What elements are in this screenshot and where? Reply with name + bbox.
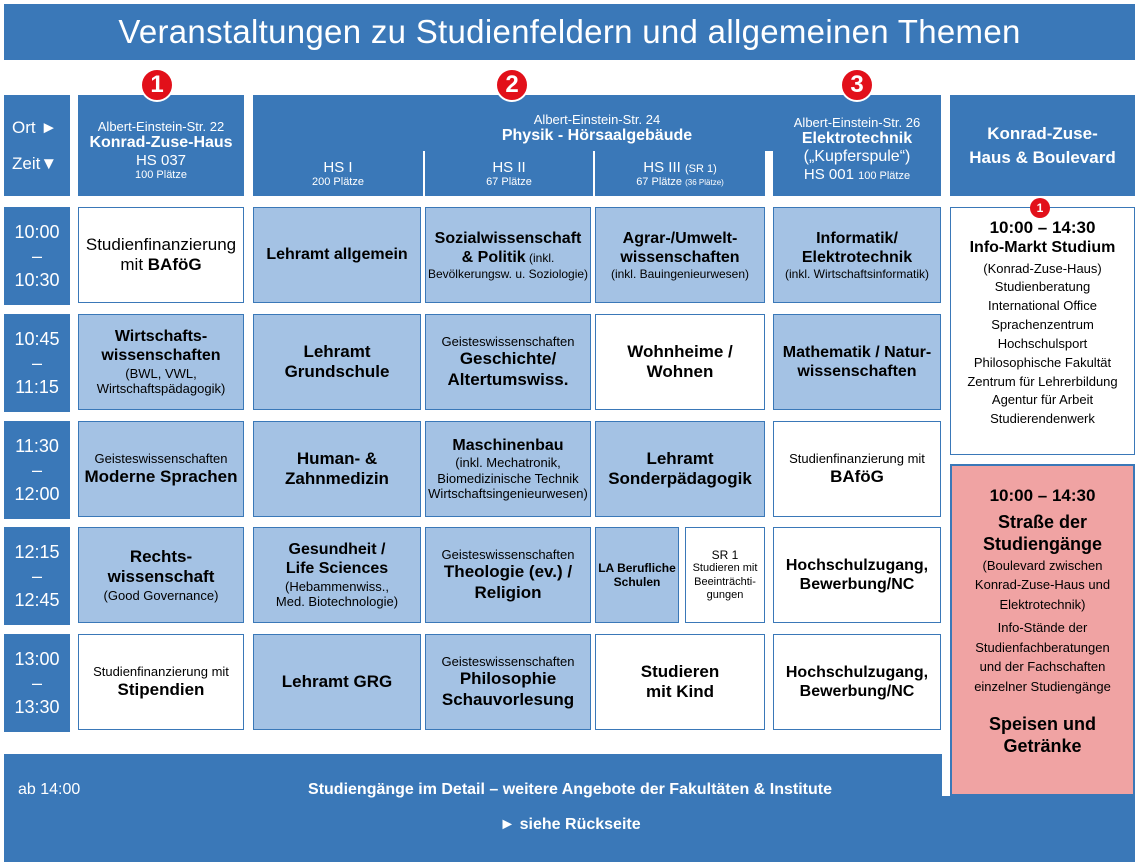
venue-2-address: Albert-Einstein-Str. 24 bbox=[533, 111, 661, 127]
time-slot-1: 10:00 – 10:30 bbox=[4, 207, 70, 305]
divider bbox=[423, 151, 425, 196]
event-cell: LA Berufliche Schulen bbox=[595, 527, 679, 623]
room-label: HS III (SR 1) bbox=[643, 159, 717, 176]
event-cell: Sozialwissenschaft & Politik (inkl. Bevölkerungsw. u. Soziologie) bbox=[425, 207, 591, 303]
event-cell: Lehramt Sonderpädagogik bbox=[595, 421, 765, 517]
event-cell: Geisteswissenschaften Philosophie Schauvorlesung bbox=[425, 634, 591, 730]
event-cell: Lehramt Grundschule bbox=[253, 314, 421, 410]
strasse-time: 10:00 – 14:30 bbox=[989, 486, 1096, 505]
room-label: HS II bbox=[492, 159, 526, 176]
event-cell: Lehramt allgemein bbox=[253, 207, 421, 303]
time-slot-2: 10:45 – 11:15 bbox=[4, 314, 70, 412]
list-item: Studierendenwerk bbox=[990, 411, 1095, 427]
footer-time: ab 14:00 bbox=[18, 781, 81, 798]
venue-4-header bbox=[950, 95, 1135, 196]
event-cell: Studienfinanzierung mit BAföG bbox=[773, 421, 941, 517]
info-markt-list bbox=[967, 260, 1117, 430]
event-cell: Wirtschafts- wissenschaften (BWL, VWL, Wirtschaftspädagogik) bbox=[78, 314, 244, 410]
event-cell: Geisteswissenschaften Theologie (ev.) / Religion bbox=[425, 527, 591, 623]
event-cell: Geisteswissenschaften Moderne Sprachen bbox=[78, 421, 244, 517]
event-cell: SR 1 Studieren mit Beeinträchti- gungen bbox=[685, 527, 765, 623]
room-label: HS I bbox=[323, 159, 353, 176]
event-cell: Gesundheit / Life Sciences (Hebammenwiss., Med. Biotechnologie) bbox=[253, 527, 421, 623]
list-item: International Office bbox=[988, 298, 1097, 314]
location-badge-3: 3 bbox=[840, 68, 874, 102]
room-seats: 67 Plätze (36 Plätze) bbox=[636, 176, 724, 188]
event-cell: Informatik/ Elektrotechnik (inkl. Wirtschaftsinformatik) bbox=[773, 207, 941, 303]
venue-1-address: Albert-Einstein-Str. 22 bbox=[97, 118, 225, 134]
event-cell: Hochschulzugang, Bewerbung/NC bbox=[773, 634, 941, 730]
page-title: Veranstaltungen zu Studienfeldern und allgemeinen Themen bbox=[4, 4, 1135, 60]
list-item: Zentrum für Lehrerbildung bbox=[967, 373, 1118, 389]
list-item: (Konrad-Zuse-Haus) bbox=[983, 260, 1102, 276]
event-cell: Lehramt GRG bbox=[253, 634, 421, 730]
venue-2-room-1 bbox=[253, 151, 423, 196]
strasse-food-2: Getränke bbox=[1003, 735, 1082, 756]
ort-label: Ort ► bbox=[12, 117, 58, 137]
strasse-title-1: Straße der bbox=[997, 512, 1088, 533]
venue-3-name: Elektrotechnik bbox=[801, 129, 913, 147]
ort-zeit-header bbox=[4, 95, 70, 196]
venue-4-name: Konrad-Zuse-Haus & Boulevard bbox=[969, 123, 1116, 167]
strasse-title-2: Studiengänge bbox=[982, 533, 1102, 554]
event-cell: Rechts- wissenschaft (Good Governance) bbox=[78, 527, 244, 623]
venue-1-name: Konrad-Zuse-Haus bbox=[89, 133, 233, 151]
time-slot-3: 11:30 – 12:00 bbox=[4, 421, 70, 519]
venue-3-header bbox=[773, 95, 941, 196]
strasse-location: (Boulevard zwischen Konrad-Zuse-Haus und Elektrotechnik) bbox=[974, 557, 1111, 612]
room-seats: 200 Plätze bbox=[312, 176, 364, 188]
event-cell: Studienfinanzierung mit Stipendien bbox=[78, 634, 244, 730]
venue-2-name: Physik - Hörsaalgebäude bbox=[501, 126, 693, 144]
time-slot-5: 13:00 – 13:30 bbox=[4, 634, 70, 732]
venue-2-room-2 bbox=[425, 151, 593, 196]
location-badge-1-small: 1 bbox=[1030, 198, 1050, 218]
venue-3-address: Albert-Einstein-Str. 26 bbox=[793, 114, 921, 130]
info-markt-time: 10:00 – 14:30 bbox=[989, 218, 1096, 237]
strasse-panel bbox=[950, 464, 1135, 796]
list-item: Sprachenzentrum bbox=[991, 317, 1094, 333]
event-cell: Studieren mit Kind bbox=[595, 634, 765, 730]
list-item: Hochschulsport bbox=[997, 335, 1088, 351]
strasse-food-1: Speisen und bbox=[988, 714, 1096, 735]
event-cell: Geisteswissenschaften Geschichte/ Altertumswiss. bbox=[425, 314, 591, 410]
info-markt-panel bbox=[950, 207, 1135, 455]
time-slot-4: 12:15 – 12:45 bbox=[4, 527, 70, 625]
info-markt-title: Info-Markt Studium bbox=[969, 239, 1116, 257]
event-cell: Human- & Zahnmedizin bbox=[253, 421, 421, 517]
event-cell: Hochschulzugang, Bewerbung/NC bbox=[773, 527, 941, 623]
strasse-info: Info-Stände der Studienfachberatungen und der Fachschaften einzelner Studiengänge bbox=[974, 620, 1111, 694]
footer-bar-extension bbox=[942, 796, 1135, 862]
venue-1-header bbox=[78, 95, 244, 196]
venue-3-room: HS 001 100 Plätze bbox=[803, 165, 911, 183]
event-cell: Mathematik / Natur- wissenschaften bbox=[773, 314, 941, 410]
venue-1-seats: 100 Plätze bbox=[135, 168, 187, 181]
event-cell: Agrar-/Umwelt- wissenschaften (inkl. Bauingenieurwesen) bbox=[595, 207, 765, 303]
footer-see-back-link[interactable]: ► siehe Rückseite bbox=[499, 816, 641, 833]
event-cell: Wohnheime / Wohnen bbox=[595, 314, 765, 410]
zeit-label: Zeit▼ bbox=[12, 153, 58, 173]
venue-3-nickname: („Kupferspule“) bbox=[803, 147, 911, 165]
location-badge-2: 2 bbox=[495, 68, 529, 102]
footer-bar bbox=[4, 754, 942, 862]
footer-title: Studiengänge im Detail – weitere Angebote der Fakultäten & Institute bbox=[308, 781, 832, 798]
list-item: Agentur für Arbeit bbox=[991, 392, 1094, 408]
list-item: Philosophische Fakultät bbox=[973, 354, 1112, 370]
room-seats: 67 Plätze bbox=[486, 176, 532, 188]
divider bbox=[593, 151, 595, 196]
venue-2-room-3 bbox=[595, 151, 765, 196]
location-badge-1: 1 bbox=[140, 68, 174, 102]
list-item: Studienberatung bbox=[994, 279, 1091, 295]
venue-1-room: HS 037 bbox=[135, 151, 187, 169]
event-cell: Maschinenbau (inkl. Mechatronik, Biomedizinische Technik Wirtschaftsingenieurwesen) bbox=[425, 421, 591, 517]
event-cell: Studienfinanzierung mit BAföG bbox=[78, 207, 244, 303]
